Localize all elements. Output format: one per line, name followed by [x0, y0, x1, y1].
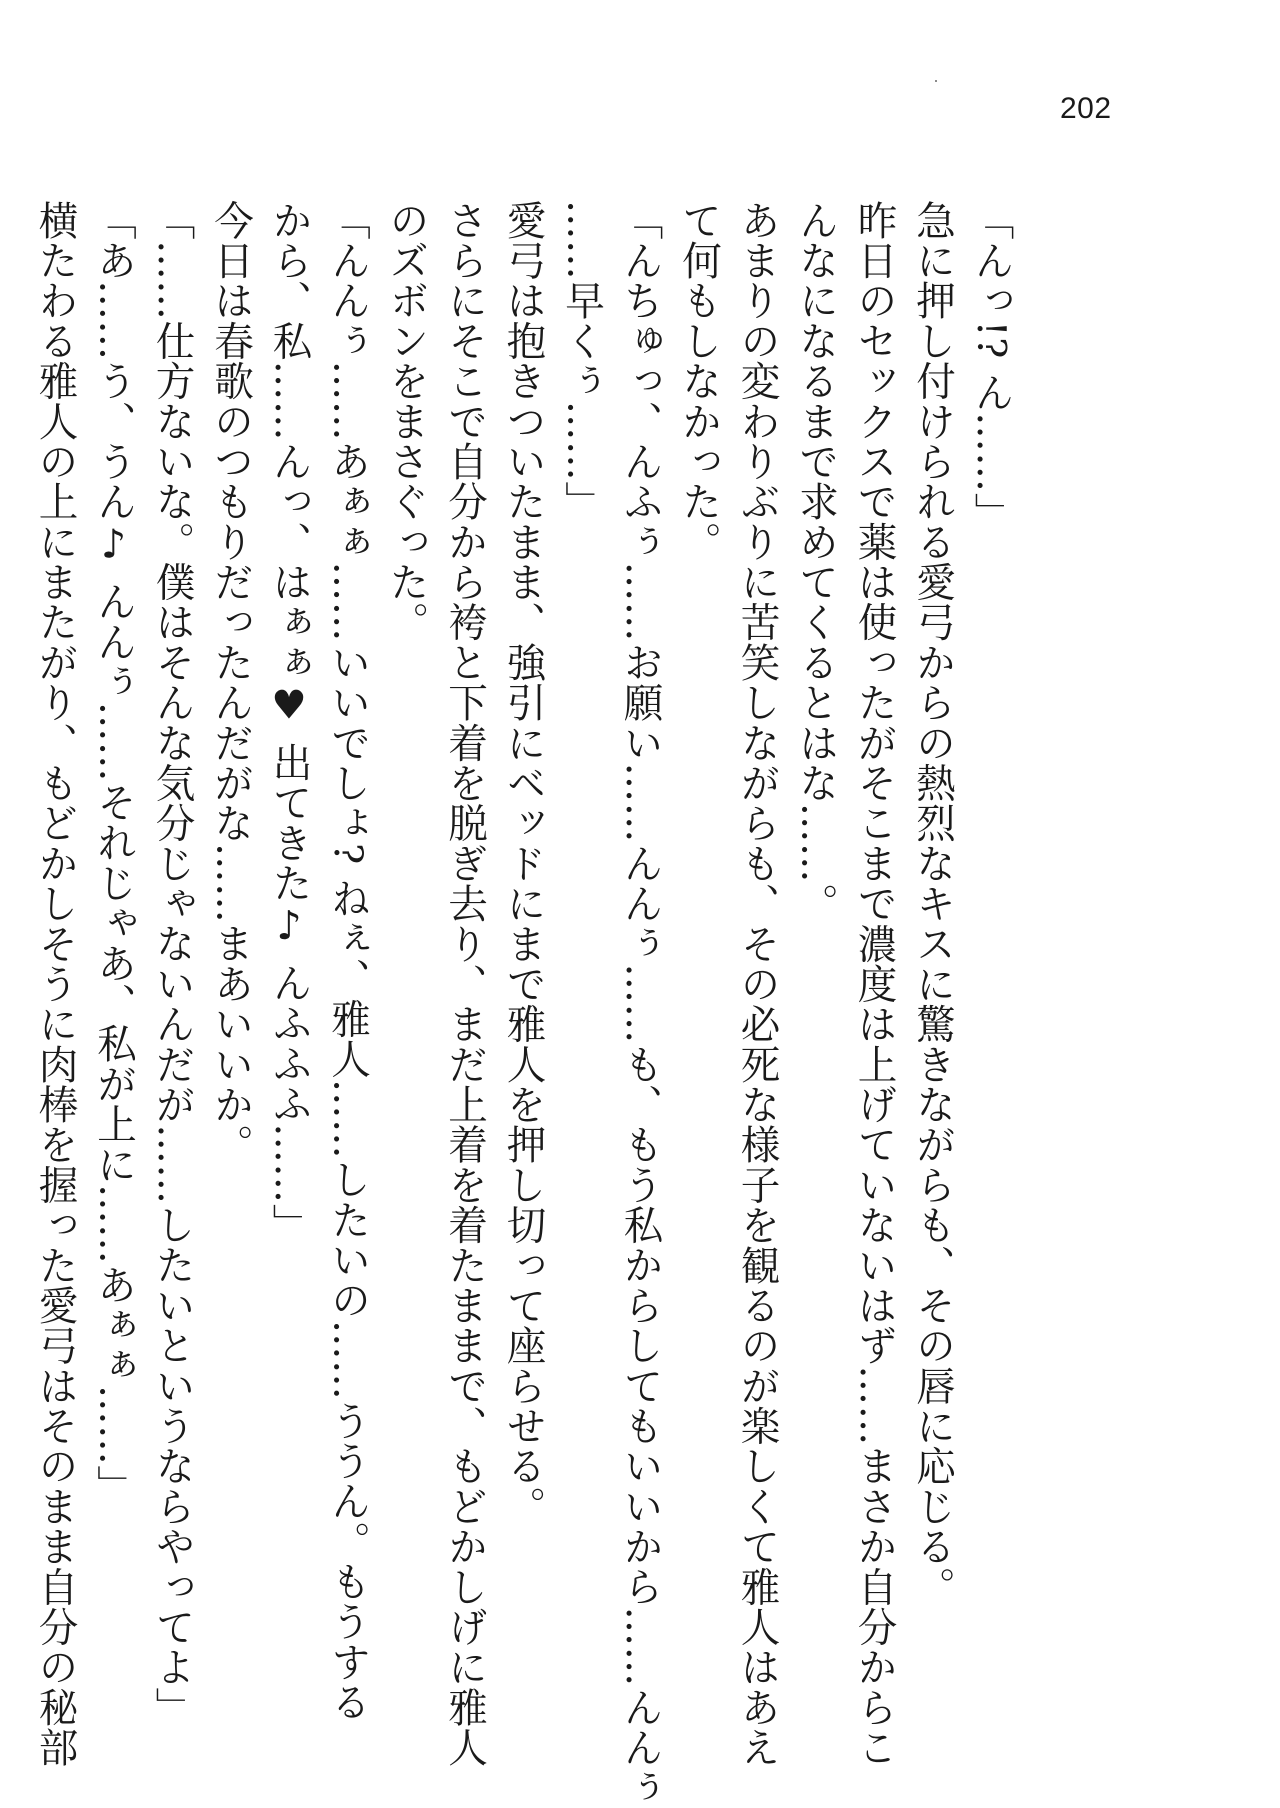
- text-line: から、私……んっ、はぁぁ♥ 出てきた♪ んふふふ……」: [266, 200, 312, 1244]
- text-line: 今日は春歌のつもりだったんだがな……まあいいか。: [207, 200, 254, 1165]
- text-line: あまりの変わりぶりに苦笑しながらも、その必死な様子を観るのが楽しくて雅人はあえ: [734, 200, 780, 1768]
- text-line: 「んっ!? ん……」: [968, 200, 1014, 533]
- text-line: ……早くぅ……」: [558, 200, 605, 522]
- text-line: 横たわる雅人の上にまたがり、もどかしそうに肉棒を握った愛弓はそのまま自分の秘部: [32, 200, 78, 1768]
- vertical-body-text: [32, 200, 1020, 1808]
- text-line: 愛弓は抱きついたまま、強引にベッドにまで雅人を押し切って座らせる。: [500, 200, 546, 1527]
- text-line: さらにそこで自分から袴と下着を脱ぎ去り、まだ上着を着たままで、もどかしげに雅人: [441, 200, 488, 1768]
- text-line: 昨日のセックスで薬は使ったがそこまで濃度は上げていないはず……まさか自分からこ: [851, 200, 897, 1768]
- text-line: 「んんぅ……あぁぁ……いいでしょ? ねぇ、雅人……したいの……ううん。もうする: [324, 200, 371, 1722]
- text-line: 「んちゅっ、んふぅ……お願い……んんぅ……も、もう私からしてもいいから……んんぅ: [617, 200, 663, 1808]
- text-line: て何もしなかった。: [675, 200, 722, 562]
- text-line: んなになるまで求めてくるとはな……。: [792, 200, 839, 924]
- text-line: 「……仕方ないな。僕はそんな気分じゃないんだが……したいというならやってよ」: [149, 200, 195, 1728]
- text-line: 急に押し付けられる愛弓からの熱烈なキスに驚きながらも、その唇に応じる。: [909, 200, 956, 1607]
- text-line: 「あ……う、うん♪ んんぅ……それじゃあ、私が上に……あぁぁ……」: [90, 200, 137, 1506]
- scan-dot-mark: [935, 80, 937, 82]
- page-number: 202: [1060, 92, 1112, 125]
- text-line: のズボンをまさぐった。: [383, 200, 429, 643]
